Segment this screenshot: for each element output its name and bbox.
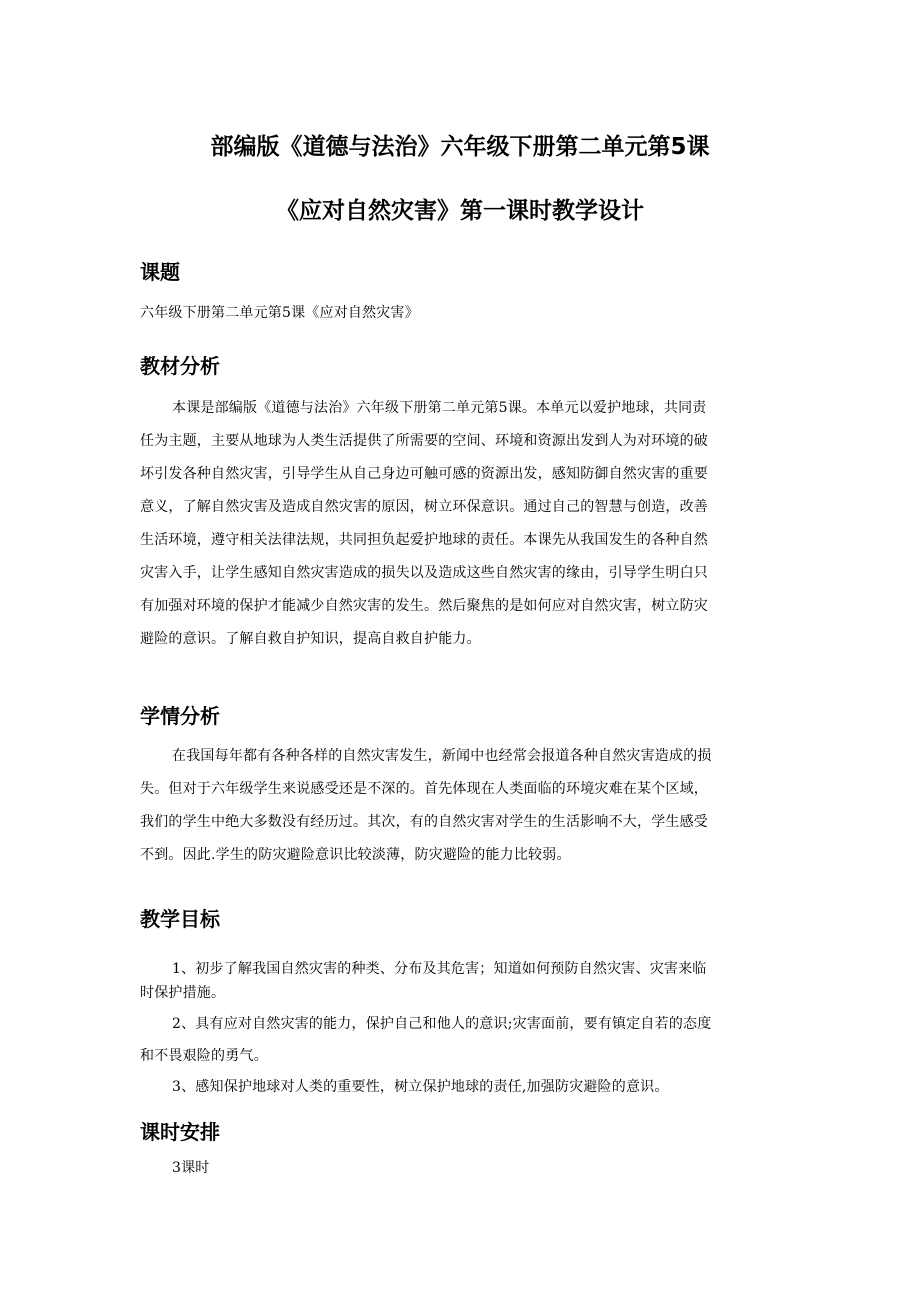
textbook-analysis-line: 坏引发各种自然灾害，引导学生从自己身边可触可感的资源出发，感知防御自然灾害的重要 [140, 466, 708, 482]
student-analysis-line: 我们的学生中绝大多数没有经历过。其次，有的自然灾害对学生的生活影响不大，学生感受 [140, 814, 708, 830]
section-heading-class-schedule: 课时安排 [140, 1120, 220, 1144]
textbook-analysis-line: 灾害入手，让学生感知自然灾害造成的损失以及造成这些自然灾害的缘由，引导学生明白只 [140, 565, 708, 581]
objective-line: 时保护措施。 [140, 985, 226, 1001]
textbook-analysis-line: 本课是部编版《道德与法治》六年级下册第二单元第5课。本单元以爱护地球，共同责 [172, 400, 707, 416]
topic-text: 六年级下册第二单元第5课《应对自然灾害》 [140, 305, 419, 321]
textbook-analysis-line: 避险的意识。了解自救自护知识，提高自救自护能力。 [140, 631, 481, 647]
section-heading-teaching-objectives: 教学目标 [140, 907, 220, 931]
textbook-analysis-line: 有加强对环境的保护才能减少自然灾害的发生。然后聚焦的是如何应对自然灾害，树立防灾 [140, 598, 708, 614]
textbook-analysis-line: 生活环境，遵守相关法律法规，共同担负起爱护地球的责任。本课先从我国发生的各种自然 [140, 532, 708, 548]
class-schedule-text: 3课时 [172, 1160, 210, 1176]
section-heading-textbook-analysis: 教材分析 [140, 354, 220, 378]
objective-line: 1、初步了解我国自然灾害的种类、分布及其危害；知道如何预防自然灾害、灾害来临 [172, 961, 707, 977]
objective-line: 和不畏艰险的勇气。 [140, 1048, 268, 1064]
student-analysis-line: 在我国每年都有各种各样的自然灾害发生，新闻中也经常会报道各种自然灾害造成的损 [172, 748, 712, 764]
document-title-line-1: 部编版《道德与法治》六年级下册第二单元第5课 [210, 134, 710, 160]
document-title-line-2: 《应对自然灾害》第一课时教学设计 [276, 198, 644, 224]
student-analysis-line: 不到。因此.学生的防灾避险意识比较淡薄，防灾避险的能力比较弱。 [140, 847, 571, 863]
textbook-analysis-line: 意义，了解自然灾害及造成自然灾害的原因，树立环保意识。通过自己的智慧与创造，改善 [140, 499, 708, 515]
objective-line: 2、具有应对自然灾害的能力，保护自己和他人的意识;灾害面前，要有镇定自若的态度 [172, 1016, 712, 1032]
section-heading-student-analysis: 学情分析 [140, 704, 220, 728]
section-heading-topic: 课题 [140, 260, 180, 284]
student-analysis-line: 失。但对于六年级学生来说感受还是不深的。首先体现在人类面临的环境灾难在某个区域， [140, 781, 708, 797]
objective-line: 3、感知保护地球对人类的重要性，树立保护地球的责任,加强防灾避险的意识。 [172, 1079, 669, 1095]
textbook-analysis-line: 任为主题，主要从地球为人类生活提供了所需要的空间、环境和资源出发到人为对环境的破 [140, 433, 708, 449]
